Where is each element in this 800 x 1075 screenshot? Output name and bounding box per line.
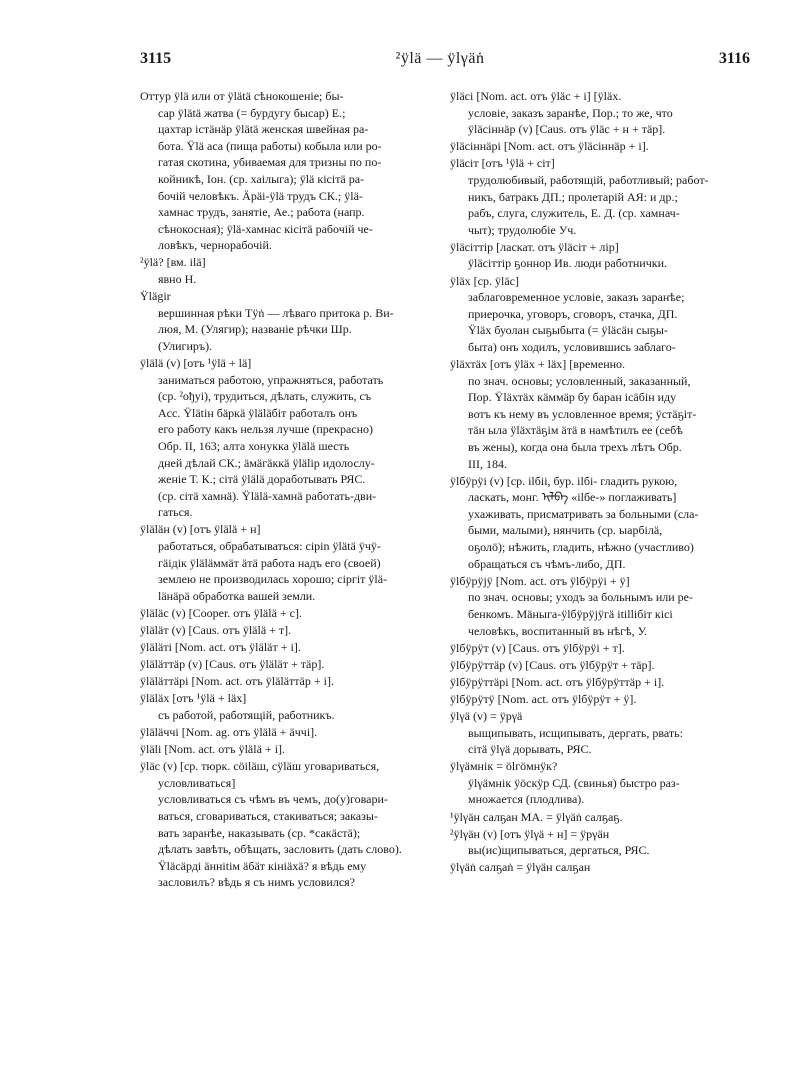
entry-headword-line: ÿläläччі [Nom. ag. отъ ÿlälä + äччі]. xyxy=(140,725,318,740)
entry-text-line: цахтар істäнäр ÿlätä женская швейная ра- xyxy=(158,122,369,137)
entry-text-line: условіе, заказъ заранѣе, Пор.; то же, что xyxy=(468,105,673,120)
dictionary-entry xyxy=(140,254,443,287)
dictionary-entry xyxy=(140,758,443,891)
entry-text-line: дѣлать завѣть, обѣщать, засловить (дать слово). xyxy=(158,842,402,857)
entry-headword-line: ÿläсіттір [ласкат. отъ ÿläсіт + ліp] xyxy=(450,239,619,254)
entry-text-line: бота. Ÿlä аса (пища работы) кобыла или ро- xyxy=(158,138,382,153)
dictionary-entry xyxy=(450,708,762,758)
entry-text-line: человѣкъ, воспитанный въ нѣгѣ, У. xyxy=(468,623,648,638)
entry-text-line: койникѣ, Іон. (ср. хаілыга); ÿlä кісітä ра- xyxy=(158,171,365,186)
entry-text-line: женіе Т. К.; сітä ÿlälä доработывать РЯС. xyxy=(158,472,366,487)
entry-headword-line: ÿlбÿрÿі (v) [ср. ilбii, бур. ilбі- гладить рукою, xyxy=(450,473,678,488)
entry-text-line: Ÿläсäрді äнніtім äбäт кініäхä? я вѣдь ему xyxy=(158,858,367,873)
dictionary-entry xyxy=(140,639,443,656)
entry-text-line: (ср. сітä хамнä). Ÿlälä-хамнä работать-дви- xyxy=(158,488,377,503)
entry-text-line: III, 184. xyxy=(468,456,507,471)
entry-text-line: работаться, обрабатываться: сіріn ÿlätä ÿчÿ- xyxy=(158,539,381,554)
entry-headword-line: ÿläläт (v) [Caus. отъ ÿlälä + т]. xyxy=(140,623,292,637)
entry-text-line: по знач. основы; уходъ за больнымъ или ре- xyxy=(468,590,693,605)
entry-headword-line: ÿlγäṅ салҕаṅ = ÿlγäн салҕан xyxy=(450,860,591,875)
dictionary-entry xyxy=(140,741,443,758)
entry-text-line: сітä ÿlγä дорывать, РЯС. xyxy=(468,742,592,757)
dictionary-entry xyxy=(140,622,443,639)
entry-text-line: ласкать, монг. ᠢᠯᠪᠡ «ilбe-» поглаживать] xyxy=(468,490,677,505)
entry-text-line: сар ÿlätä жатва (= бурдугу бысар) Е.; xyxy=(158,105,346,120)
entry-text-line: вать заранѣе, наказывать (ср. *сакäстä); xyxy=(158,825,361,840)
entry-text-line: ÿläсіттір ҕоннор Ив. люди работнички. xyxy=(468,256,668,271)
entry-text-line: быми, малыми), нянчить (ср. ыарбiлä, xyxy=(468,523,663,538)
page-number-right: 3116 xyxy=(718,50,750,67)
entry-text-line: множается (плодлива). xyxy=(468,792,585,807)
entry-text-line: трудолюбивый, работящій, работливый; работ- xyxy=(468,172,709,187)
entry-headword-line: Оттур ÿlä или от ÿlätä сѣнокошеніе; бы- xyxy=(140,89,344,103)
entry-text-line: выщипывать, исщипывать, дергать, рвать: xyxy=(468,725,683,740)
dictionary-entry xyxy=(450,859,762,876)
entry-text-line: (ср. ²ођуі), трудиться, дѣлать, служить, съ xyxy=(158,389,372,404)
entry-headword-line: ²ÿlä? [вм. ilä] xyxy=(140,255,206,270)
entry-headword-line: ÿlбÿрÿтÿ [Nom. act. отъ ÿlбÿрÿт + ÿ]. xyxy=(450,691,637,706)
dictionary-entry xyxy=(450,657,762,674)
dictionary-entry xyxy=(450,809,762,826)
entry-text-line: гаться. xyxy=(158,505,193,520)
entry-text-line: рабъ, слуга, служитель, Е. Д. (ср. хамнач- xyxy=(468,206,680,221)
entry-headword-line: ÿlбÿрÿттäрі [Nom. act. отъ ÿlбÿрÿттäр + і]. xyxy=(450,674,665,689)
entry-text-line: Acc. Ÿlätін бäркä ÿläläбіт работалъ онъ xyxy=(158,405,358,420)
entry-text-line: вершинная рѣки Тÿṅ — лѣваго притока р. Ви- xyxy=(158,305,394,320)
dictionary-entry xyxy=(450,826,762,859)
entry-text-line: быта) онъ ходилъ, условившись заблаго- xyxy=(468,339,676,354)
entry-text-line: явно Н. xyxy=(158,272,197,287)
dictionary-entry xyxy=(450,573,762,639)
right-column xyxy=(450,88,762,876)
entry-headword-line: ÿlγäмнік = ölгöмнÿк? xyxy=(450,759,558,774)
entry-text-line: сѣнокосная); ÿlä-хамнас кісітä рабочій че- xyxy=(158,221,373,236)
entry-text-line: приерочка, уговоръ, сговоръ, стачка, ДП. xyxy=(468,306,678,321)
entry-headword-line: ÿläläттäр (v) [Caus. отъ ÿläläт + тäр]. xyxy=(140,657,325,672)
entry-text-line: ÿläсіннäр (v) [Caus. отъ ÿläс + н + тäр]. xyxy=(468,122,666,137)
entry-headword-line: ÿläläх [отъ ¹ÿlä + läх] xyxy=(140,691,247,706)
entry-text-line: обращаться съ чѣмъ-либо, ДП. xyxy=(468,556,626,571)
entry-text-line: его работу какъ нельзя лучше (прекрасно) xyxy=(158,422,374,437)
dictionary-entry xyxy=(450,640,762,657)
dictionary-entry xyxy=(140,521,443,604)
entry-text-line: ÿlγäмнік ÿöскÿр СД. (свинья) быстро раз- xyxy=(468,775,680,790)
entry-headword-line: ÿläсі [Nom. act. отъ ÿläс + і] [ÿläх. xyxy=(450,89,622,103)
entry-text-line: заниматься работою, упражняться, работать xyxy=(158,372,384,387)
entry-headword-line: ²ÿlγäн (v) [отъ ÿlγä + н] = ÿрγäн xyxy=(450,826,610,841)
entry-headword-line: ÿläсіннäрі [Nom. act. отъ ÿläсіннäр + і]. xyxy=(450,139,649,154)
entry-headword-line: ÿlбÿрÿттäр (v) [Caus. отъ ÿlбÿрÿт + тäр]. xyxy=(450,657,655,672)
entry-text-line: оҕолö); нѣжить, гладить, нѣжно (участливо) xyxy=(468,540,694,555)
entry-text-line: ухаживать, присматривать за больными (сла- xyxy=(468,506,699,521)
entry-text-line: Ÿläх буолан сыҕыбыта (= ÿläсäн сыҕы- xyxy=(468,323,668,338)
dictionary-entry xyxy=(450,138,762,155)
dictionary-entry xyxy=(140,288,443,354)
entry-headword-line: ÿläläті [Nom. act. отъ ÿläläт + і]. xyxy=(140,640,301,655)
entry-headword-line: ÿläс (v) [ср. тюрк. сöiläш, сÿläш уговариваться, xyxy=(140,759,380,774)
dictionary-entry xyxy=(450,239,762,272)
dictionary-entry xyxy=(140,673,443,690)
entry-text-line: чыт); трудолюбіе Уч. xyxy=(468,222,577,237)
entry-text-line: бочій человѣкъ. Äрäі-ÿlä трудъ СК.; ÿlä- xyxy=(158,188,363,203)
entry-headword-line: ÿlбÿрÿјÿ [Nom. act. отъ ÿlбÿрÿі + ÿ] xyxy=(450,573,630,588)
entry-headword-line: ÿläхтäх [отъ ÿläх + läх] [временно. xyxy=(450,357,626,371)
entry-text-line: условливаться] xyxy=(158,775,236,790)
entry-text-line: по знач. основы; условленный, заказанный, xyxy=(468,373,691,388)
entry-text-line: Пор. Ÿläхтäх кäммäр бу баран ісäбін иду xyxy=(468,390,677,405)
dictionary-entry xyxy=(140,88,443,254)
entry-headword-line: ÿläläн (v) [отъ ÿlälä + н] xyxy=(140,522,261,537)
dictionary-entry xyxy=(450,691,762,708)
entry-text-line: вы(ис)щипываться, дергаться, РЯС. xyxy=(468,843,650,858)
dictionary-entry xyxy=(140,355,443,521)
entry-headword-line: ÿläläттäрі [Nom. act. отъ ÿläläттäр + і]. xyxy=(140,674,334,689)
entry-text-line: въ жены), когда она была трехъ лѣтъ Обр. xyxy=(468,439,682,454)
dictionary-entry xyxy=(450,273,762,356)
entry-text-line: ловѣкъ, чернорабочій. xyxy=(158,238,272,253)
entry-text-line: гатая скотина, убиваемая для тризны по по- xyxy=(158,155,382,170)
entry-text-line: никъ, батракъ ДП.; пролетарій АЯ: и др.; xyxy=(468,189,678,204)
page-number-left: 3115 xyxy=(140,50,172,67)
entry-text-line: съ работой, работящій, работникъ. xyxy=(158,707,335,722)
dictionary-entry xyxy=(140,690,443,723)
dictionary-entry xyxy=(140,656,443,673)
dictionary-entry xyxy=(140,724,443,741)
entry-headword-line: ¹ÿlγäн салҕан МА. = ÿlγäṅ салҕаҕ. xyxy=(450,809,623,824)
entry-text-line: тäн ыла ÿläхтäҕім äтä в намѣтилъ ее (себѣ xyxy=(468,423,683,438)
dictionary-entry xyxy=(450,473,762,573)
entry-text-line: дней дѣлай СК.; äмäгäккä ÿläliр идолослу- xyxy=(158,455,375,470)
entry-text-line: условливаться съ чѣмъ въ чемъ, до(у)говари- xyxy=(158,792,388,807)
entry-text-line: землею не производилась хорошо; сіргіт ÿlä- xyxy=(158,572,388,587)
dictionary-entry xyxy=(450,674,762,691)
dictionary-entry xyxy=(450,758,762,808)
dictionary-entry xyxy=(450,356,762,472)
entry-headword-line: ÿläх [ср. ÿläс] xyxy=(450,273,519,288)
entry-text-line: хамнас трудъ, занятіе, Ае.; работа (напр. xyxy=(158,205,365,220)
entry-text-line: вотъ къ нему въ условленное время; ÿстäҕіт- xyxy=(468,406,697,421)
entry-headword-line: ÿlбÿрÿт (v) [Caus. отъ ÿlбÿрÿі + т]. xyxy=(450,640,625,655)
entry-text-line: Обр. II, 163; алта хонукка ÿlälä шесть xyxy=(158,438,350,453)
entry-headword-line: ÿläсіт [отъ ¹ÿlä + сіт] xyxy=(450,156,555,171)
entry-text-line: (Улигиръ). xyxy=(158,338,213,353)
dictionary-entry xyxy=(450,155,762,238)
entry-headword-line: ÿlälä (v) [отъ ¹ÿlä + lä] xyxy=(140,356,252,370)
page-header xyxy=(130,50,750,74)
entry-text-line: засловилъ? вѣдь я съ нимъ условился? xyxy=(158,875,356,890)
entry-headword-line: ÿlγä (v) = ÿрγä xyxy=(450,708,523,723)
entry-text-line: гäідік ÿläläммäт äтä работа надъ его (своей) xyxy=(158,555,381,570)
entry-text-line: люя, М. (Улягир); названіе рѣчки Шр. xyxy=(158,322,352,337)
entry-text-line: бенкомъ. Мäныга-ÿlбÿрÿјÿгä іtіllібіт кісі xyxy=(468,606,673,621)
entry-headword-line: ÿläli [Nom. act. отъ ÿlälä + і]. xyxy=(140,742,286,757)
entry-text-line: ваться, сговариваться, стакиваться; заказы- xyxy=(158,809,378,824)
running-head: ²ÿlä — ÿlγäṅ xyxy=(395,50,485,67)
dictionary-entry xyxy=(140,605,443,622)
entry-text-line: läнäрä обработка вашей земли. xyxy=(158,588,316,603)
dictionary-entry xyxy=(450,88,762,138)
entry-headword-line: Ÿlägir xyxy=(140,289,171,304)
entry-text-line: заблаговременное условіе, заказъ заранѣе; xyxy=(468,290,685,305)
left-column xyxy=(140,88,443,892)
entry-headword-line: ÿläläс (v) [Cooper. отъ ÿlälä + с]. xyxy=(140,605,302,620)
